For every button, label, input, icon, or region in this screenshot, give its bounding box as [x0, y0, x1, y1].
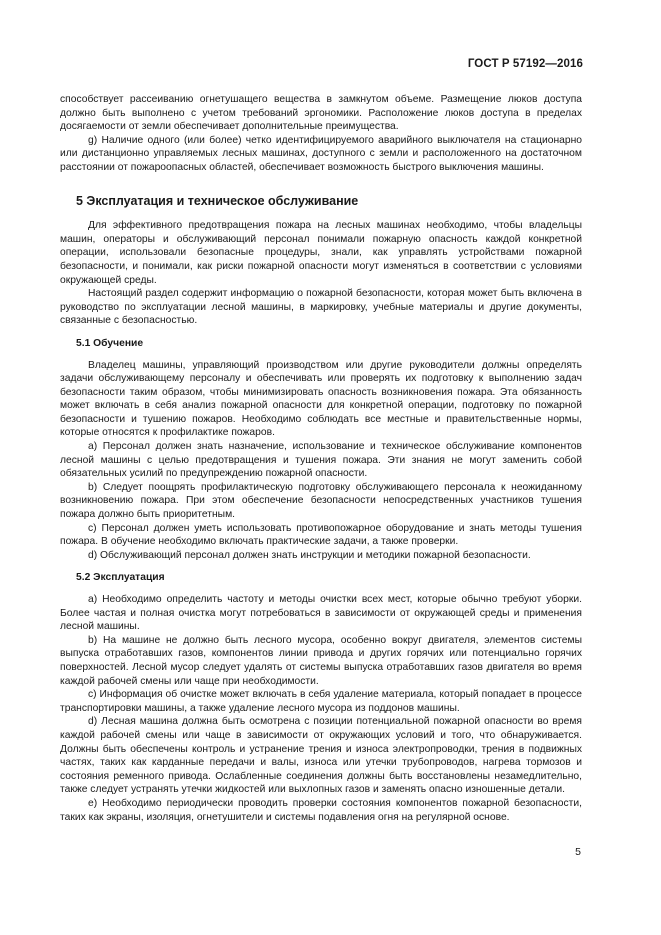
- section-5-1-item-b: b) Следует поощрять профилактическую подготовку обслуживающего персонала к неожиданному возникновению пожара. При этом обеспечение безопасности непосредственных участников тушения пожара должно быть приоритетным.: [60, 481, 582, 521]
- section-5-2-item-e: e) Необходимо периодически проводить проверки состояния компонентов пожарной безопасности, таких как экраны, изоляция, огнетушители и системы подавления огня на регулярной основе.: [60, 797, 582, 823]
- section-5-1-paragraph: Владелец машины, управляющий производством или другие руководители должны определять задачи обслуживающему персоналу и обеспечивать или проверять их подготовку к выполнению задач безопасности таким образом, чтобы минимизировать опасность возникновения пожара. Эта обязанность может включать в себя анализ пожарной опасности для конкретной операции, подготовку по пожарной безопасности и тушению пожаров. Необходимо соблюдать все местные и правительственные нормы, которые относятся к профилактике пожаров.: [60, 359, 582, 439]
- section-5-2-item-b: b) На машине не должно быть лесного мусора, особенно вокруг двигателя, элементов системы выпуска отработавших газов, компонентов линии привода и других горячих или потенциально горячих поверхностей. Лесной мусор следует удалять от системы выпуска отработавших газов двигателя во время каждой рабочей смены или чаще при необходимости.: [60, 634, 582, 687]
- section-5-2-heading: 5.2 Эксплуатация: [76, 572, 165, 584]
- section-5-2-item-a: a) Необходимо определить частоту и методы очистки всех мест, которые обычно требуют уборки. Более частая и полная очистка могут потребоваться в зависимости от окружающей среды и применения лесной машины.: [60, 594, 582, 633]
- section-5-1-item-c: c) Персонал должен уметь использовать противопожарное оборудование и знать методы тушения пожара. В обучение необходимо включать практические задачи, а также проверки.: [60, 522, 582, 548]
- section-5-heading: 5 Эксплуатация и техническое обслуживание: [76, 193, 359, 208]
- section-5-paragraph: Для эффективного предотвращения пожара на лесных машинах необходимо, чтобы владельцы машин, операторы и обслуживающий персонал понимали пожарную опасность каждой конкретной операции, использовали безопасные процедуры, знали, как управлять устройствами пожарной безопасности, и понимали, как риски пожарной опасности могут изменяться в соответствии с условиями окружающей среды.: [60, 220, 582, 286]
- section-5-2-item-c: c) Информация об очистке может включать в себя удаление материала, который попадает в процессе транспортировки машины, а также удаление лесного мусора из поддонов машины.: [60, 689, 582, 714]
- section-5-1-heading: 5.1 Обучение: [76, 337, 144, 349]
- section-5-1-item-d: d) Обслуживающий персонал должен знать инструкции и методики пожарной безопасности.: [88, 549, 531, 561]
- intro-paragraph-1: способствует рассеиванию огнетушащего вещества в замкнутом объеме. Размещение люков доступа должно быть выполнено с учетом требований эргономики. Расположение люков доступа в пределах досягаемости от земли обеспечивает дополнительные преимущества.: [60, 94, 582, 133]
- section-5-1-item-a: a) Персонал должен знать назначение, использование и техническое обслуживание компонентов лесной машины с целью предотвращения и тушения пожара. Эти знания не могут заменить собой обязательных усилий по предупреждению пожарной опасности.: [60, 441, 582, 480]
- section-5-paragraph: Настоящий раздел содержит информацию о пожарной безопасности, которая может быть включена в руководство по эксплуатации лесной машины, в маркировку, учебные материалы и другие документы, связанные с безопасностью.: [60, 288, 582, 327]
- section-5-2-item-d: d) Лесная машина должна быть осмотрена с позиции потенциальной пожарной опасности во время каждой рабочей смены или чаще в зависимости от окружающих условий и того, что обнаруживается. Должны быть обеспечены контроль и устранение трения и износа электропроводки, трения в подвижных частях, таких как карданные передачи и валы, износа или утечки трубопроводов, нагрева тормозов и состояния ременного привода. Ослабленные соединения должны быть восстановлены незамедлительно, также следует устранять утечки жидкостей или выхлопных газов и заменять опасно изношенные детали.: [60, 716, 582, 796]
- page-body: [60, 93, 582, 824]
- intro-paragraph-g: g) Наличие одного (или более) четко идентифицируемого аварийного выключателя на стационарно или дистанционно управляемых лесных машинах, доступного с земли и расположенного на достаточном расстоянии от пожароопасных областей, обеспечивает возможность быстрого выключения машины.: [60, 134, 582, 173]
- document-code: ГОСТ Р 57192—2016: [467, 58, 583, 70]
- page-number: 5: [575, 846, 581, 858]
